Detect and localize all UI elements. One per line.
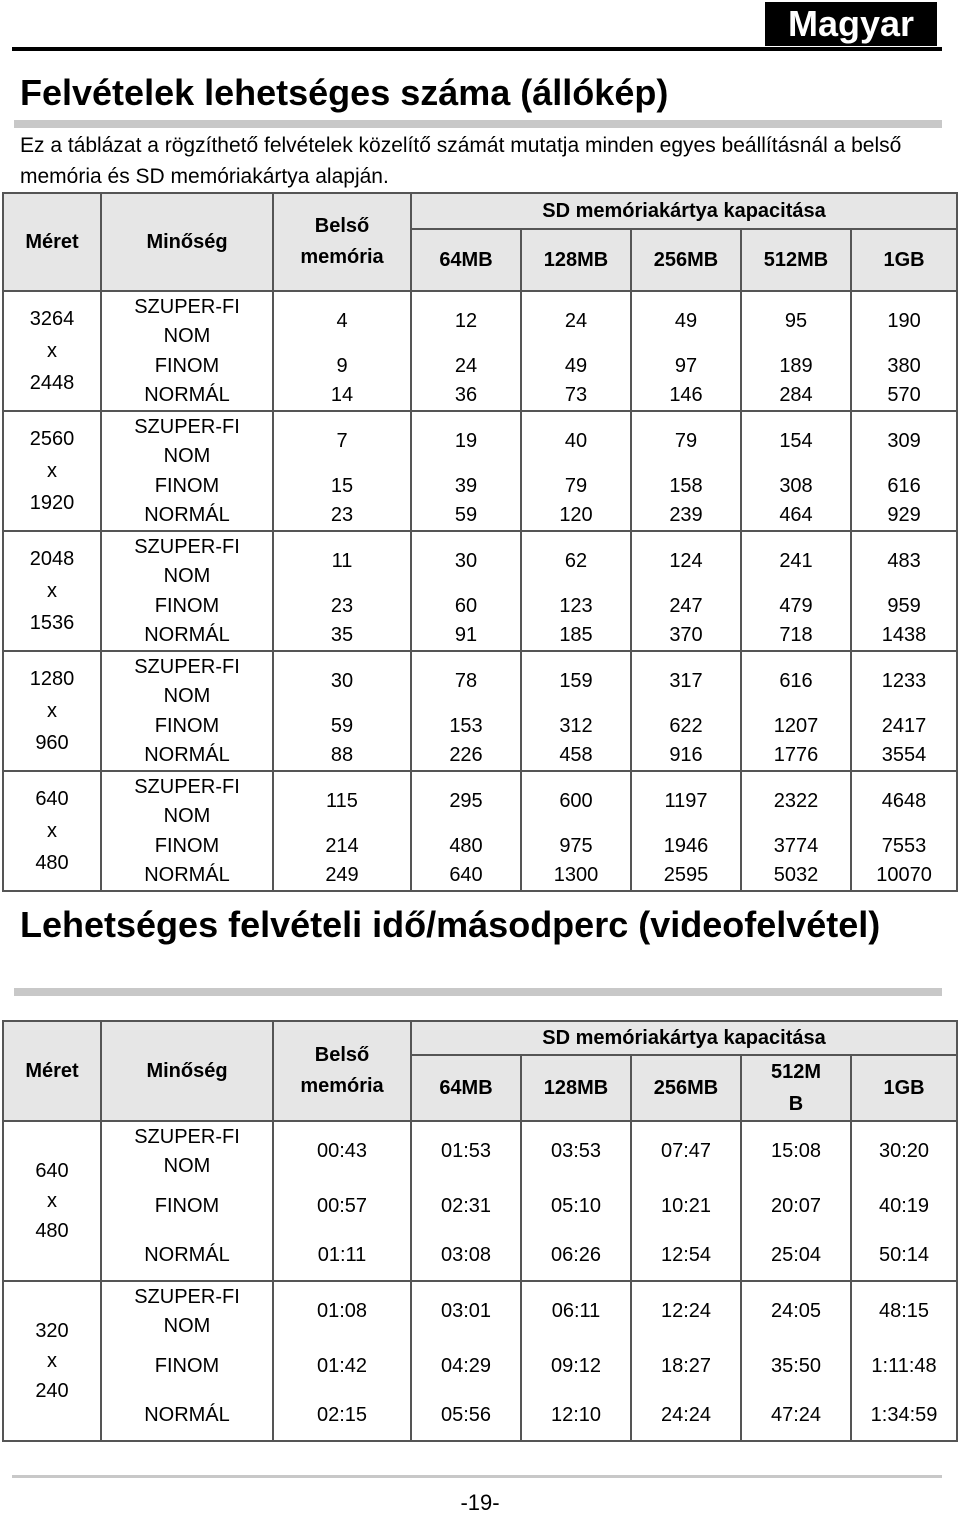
sd-value: 295	[411, 771, 521, 831]
internal-memory-value: 88	[273, 741, 411, 771]
table-row	[3, 771, 957, 831]
language-tab: Magyar	[765, 2, 937, 46]
size-header: Méret	[3, 193, 101, 291]
quality-cell: SZUPER-FI NOM	[101, 771, 273, 831]
internal-memory-value: 23	[273, 591, 411, 621]
internal-memory-value: 23	[273, 501, 411, 531]
sd-value: 622	[631, 711, 741, 741]
table-row	[3, 1391, 957, 1441]
photo-count-table	[2, 192, 958, 892]
quality-header: Minőség	[101, 193, 273, 291]
sd-value: 48:15	[851, 1281, 957, 1341]
internal-memory-value: 59	[273, 711, 411, 741]
internal-memory-value: 4	[273, 291, 411, 351]
sd-value: 241	[741, 531, 851, 591]
quality-cell: SZUPER-FI NOM	[101, 651, 273, 711]
sd-value: 312	[521, 711, 631, 741]
sd-value: 190	[851, 291, 957, 351]
capacity-header-3: 512M B	[741, 1055, 851, 1121]
internal-memory-value: 30	[273, 651, 411, 711]
sd-value: 458	[521, 741, 631, 771]
top-rule	[12, 47, 942, 51]
internal-memory-value: 11	[273, 531, 411, 591]
bottom-rule	[12, 1475, 942, 1478]
sd-value: 95	[741, 291, 851, 351]
video-title-underline	[14, 988, 942, 996]
sd-value: 78	[411, 651, 521, 711]
sd-value: 7553	[851, 831, 957, 861]
sd-value: 189	[741, 351, 851, 381]
sd-value: 73	[521, 381, 631, 411]
table-row	[3, 1181, 957, 1231]
sd-value: 40	[521, 411, 631, 471]
sd-value: 12:24	[631, 1281, 741, 1341]
sd-value: 309	[851, 411, 957, 471]
sd-value: 308	[741, 471, 851, 501]
sd-value: 18:27	[631, 1341, 741, 1391]
quality-cell: NORMÁL	[101, 621, 273, 651]
internal-memory-value: 00:57	[273, 1181, 411, 1231]
quality-cell: NORMÁL	[101, 1391, 273, 1441]
header-row	[3, 1021, 957, 1055]
quality-cell: NORMÁL	[101, 381, 273, 411]
table-row	[3, 1281, 957, 1341]
sd-value: 24	[411, 351, 521, 381]
video-section-title: Lehetséges felvételi idő/másodperc (videofelvétel)	[20, 904, 881, 945]
internal-memory-value: 01:11	[273, 1231, 411, 1281]
sd-value: 464	[741, 501, 851, 531]
table-row	[3, 291, 957, 351]
sd-value: 19	[411, 411, 521, 471]
sd-value: 916	[631, 741, 741, 771]
sd-value: 36	[411, 381, 521, 411]
quality-cell: FINOM	[101, 471, 273, 501]
table-row	[3, 591, 957, 621]
size-cell: 1280 x 960	[3, 651, 101, 771]
sd-value: 158	[631, 471, 741, 501]
sd-value: 120	[521, 501, 631, 531]
sd-value: 1438	[851, 621, 957, 651]
internal-memory-value: 214	[273, 831, 411, 861]
table-row	[3, 531, 957, 591]
internal-memory-value: 14	[273, 381, 411, 411]
sd-value: 640	[411, 861, 521, 891]
sd-value: 12	[411, 291, 521, 351]
sd-value: 959	[851, 591, 957, 621]
table-row	[3, 1341, 957, 1391]
sd-value: 97	[631, 351, 741, 381]
internal-memory-header: Belső memória	[273, 1021, 411, 1121]
size-header: Méret	[3, 1021, 101, 1121]
header-row	[3, 193, 957, 229]
sd-value: 185	[521, 621, 631, 651]
sd-value: 03:53	[521, 1121, 631, 1181]
sd-value: 30	[411, 531, 521, 591]
sd-value: 62	[521, 531, 631, 591]
sd-value: 25:04	[741, 1231, 851, 1281]
sd-value: 284	[741, 381, 851, 411]
quality-cell: FINOM	[101, 831, 273, 861]
table-row	[3, 741, 957, 771]
internal-memory-header: Belső memória	[273, 193, 411, 291]
sd-value: 2322	[741, 771, 851, 831]
sd-value: 2417	[851, 711, 957, 741]
page-title: Felvételek lehetséges száma (állókép)	[20, 72, 669, 113]
table-row	[3, 501, 957, 531]
internal-memory-value: 00:43	[273, 1121, 411, 1181]
sd-value: 370	[631, 621, 741, 651]
sd-value: 4648	[851, 771, 957, 831]
sd-value: 20:07	[741, 1181, 851, 1231]
table-row	[3, 651, 957, 711]
table-row	[3, 711, 957, 741]
sd-value: 154	[741, 411, 851, 471]
internal-memory-value: 115	[273, 771, 411, 831]
internal-memory-value: 01:42	[273, 1341, 411, 1391]
sd-value: 929	[851, 501, 957, 531]
sd-value: 79	[631, 411, 741, 471]
sd-value: 718	[741, 621, 851, 651]
quality-cell: FINOM	[101, 591, 273, 621]
size-cell: 640 x 480	[3, 1121, 101, 1281]
capacity-header-1: 128MB	[521, 229, 631, 291]
sd-value: 123	[521, 591, 631, 621]
table-row	[3, 471, 957, 501]
internal-memory-value: 15	[273, 471, 411, 501]
sd-value: 1207	[741, 711, 851, 741]
sd-value: 1946	[631, 831, 741, 861]
sd-value: 1776	[741, 741, 851, 771]
sd-value: 3554	[851, 741, 957, 771]
quality-cell: NORMÁL	[101, 501, 273, 531]
sd-value: 24	[521, 291, 631, 351]
table-row	[3, 621, 957, 651]
quality-header: Minőség	[101, 1021, 273, 1121]
sd-value: 1:11:48	[851, 1341, 957, 1391]
sd-value: 1233	[851, 651, 957, 711]
internal-memory-value: 249	[273, 861, 411, 891]
quality-cell: FINOM	[101, 351, 273, 381]
sd-value: 616	[851, 471, 957, 501]
sd-value: 49	[521, 351, 631, 381]
size-cell: 640 x 480	[3, 771, 101, 891]
sd-value: 380	[851, 351, 957, 381]
sd-value: 124	[631, 531, 741, 591]
page-number: -19-	[460, 1490, 500, 1515]
sd-value: 317	[631, 651, 741, 711]
sd-value: 47:24	[741, 1391, 851, 1441]
quality-cell: SZUPER-FI NOM	[101, 411, 273, 471]
sd-value: 5032	[741, 861, 851, 891]
sd-value: 480	[411, 831, 521, 861]
sd-value: 06:26	[521, 1231, 631, 1281]
sd-value: 247	[631, 591, 741, 621]
internal-memory-value: 9	[273, 351, 411, 381]
title-underline	[14, 120, 942, 128]
sd-value: 226	[411, 741, 521, 771]
sd-value: 05:56	[411, 1391, 521, 1441]
sd-value: 35:50	[741, 1341, 851, 1391]
sd-value: 79	[521, 471, 631, 501]
table-row	[3, 411, 957, 471]
video-time-table	[2, 1020, 958, 1442]
sd-value: 07:47	[631, 1121, 741, 1181]
sd-value: 600	[521, 771, 631, 831]
sd-value: 03:08	[411, 1231, 521, 1281]
table-row	[3, 381, 957, 411]
internal-memory-value: 02:15	[273, 1391, 411, 1441]
sd-capacity-header: SD memóriakártya kapacitása	[411, 193, 957, 229]
sd-capacity-header: SD memóriakártya kapacitása	[411, 1021, 957, 1055]
sd-value: 12:54	[631, 1231, 741, 1281]
size-cell: 2560 x 1920	[3, 411, 101, 531]
quality-cell: FINOM	[101, 711, 273, 741]
table-row	[3, 1121, 957, 1181]
sd-value: 49	[631, 291, 741, 351]
size-cell: 320 x 240	[3, 1281, 101, 1441]
sd-value: 59	[411, 501, 521, 531]
capacity-header-4: 1GB	[851, 229, 957, 291]
size-cell: 3264 x 2448	[3, 291, 101, 411]
table-row	[3, 861, 957, 891]
sd-value: 91	[411, 621, 521, 651]
sd-value: 15:08	[741, 1121, 851, 1181]
quality-cell: SZUPER-FI NOM	[101, 291, 273, 351]
table-row	[3, 351, 957, 381]
sd-value: 09:12	[521, 1341, 631, 1391]
table-row	[3, 1231, 957, 1281]
sd-value: 10070	[851, 861, 957, 891]
sd-value: 06:11	[521, 1281, 631, 1341]
internal-memory-value: 7	[273, 411, 411, 471]
size-cell: 2048 x 1536	[3, 531, 101, 651]
sd-value: 570	[851, 381, 957, 411]
sd-value: 616	[741, 651, 851, 711]
sd-value: 03:01	[411, 1281, 521, 1341]
sd-value: 239	[631, 501, 741, 531]
capacity-header-1: 128MB	[521, 1055, 631, 1121]
sd-value: 146	[631, 381, 741, 411]
quality-cell: NORMÁL	[101, 1231, 273, 1281]
sd-value: 479	[741, 591, 851, 621]
capacity-header-2: 256MB	[631, 229, 741, 291]
capacity-header-0: 64MB	[411, 1055, 521, 1121]
quality-cell: FINOM	[101, 1181, 273, 1231]
sd-value: 04:29	[411, 1341, 521, 1391]
quality-cell: SZUPER-FI NOM	[101, 531, 273, 591]
capacity-header-0: 64MB	[411, 229, 521, 291]
sd-value: 30:20	[851, 1121, 957, 1181]
sd-value: 159	[521, 651, 631, 711]
sd-value: 40:19	[851, 1181, 957, 1231]
capacity-header-4: 1GB	[851, 1055, 957, 1121]
sd-value: 153	[411, 711, 521, 741]
sd-value: 12:10	[521, 1391, 631, 1441]
sd-value: 39	[411, 471, 521, 501]
sd-value: 975	[521, 831, 631, 861]
sd-value: 3774	[741, 831, 851, 861]
sd-value: 1:34:59	[851, 1391, 957, 1441]
quality-cell: FINOM	[101, 1341, 273, 1391]
sd-value: 24:24	[631, 1391, 741, 1441]
sd-value: 01:53	[411, 1121, 521, 1181]
quality-cell: SZUPER-FI NOM	[101, 1121, 273, 1181]
sd-value: 60	[411, 591, 521, 621]
sd-value: 483	[851, 531, 957, 591]
sd-value: 2595	[631, 861, 741, 891]
capacity-header-2: 256MB	[631, 1055, 741, 1121]
intro-text: Ez a táblázat a rögzíthető felvételek közelítő számát mutatja minden egyes beállításnál a belső memória és SD memóriakártya alapján.	[20, 134, 902, 188]
sd-value: 05:10	[521, 1181, 631, 1231]
sd-value: 24:05	[741, 1281, 851, 1341]
sd-value: 1300	[521, 861, 631, 891]
sd-value: 50:14	[851, 1231, 957, 1281]
sd-value: 1197	[631, 771, 741, 831]
table-row	[3, 831, 957, 861]
quality-cell: NORMÁL	[101, 741, 273, 771]
quality-cell: SZUPER-FI NOM	[101, 1281, 273, 1341]
quality-cell: NORMÁL	[101, 861, 273, 891]
internal-memory-value: 01:08	[273, 1281, 411, 1341]
sd-value: 10:21	[631, 1181, 741, 1231]
internal-memory-value: 35	[273, 621, 411, 651]
capacity-header-3: 512MB	[741, 229, 851, 291]
sd-value: 02:31	[411, 1181, 521, 1231]
